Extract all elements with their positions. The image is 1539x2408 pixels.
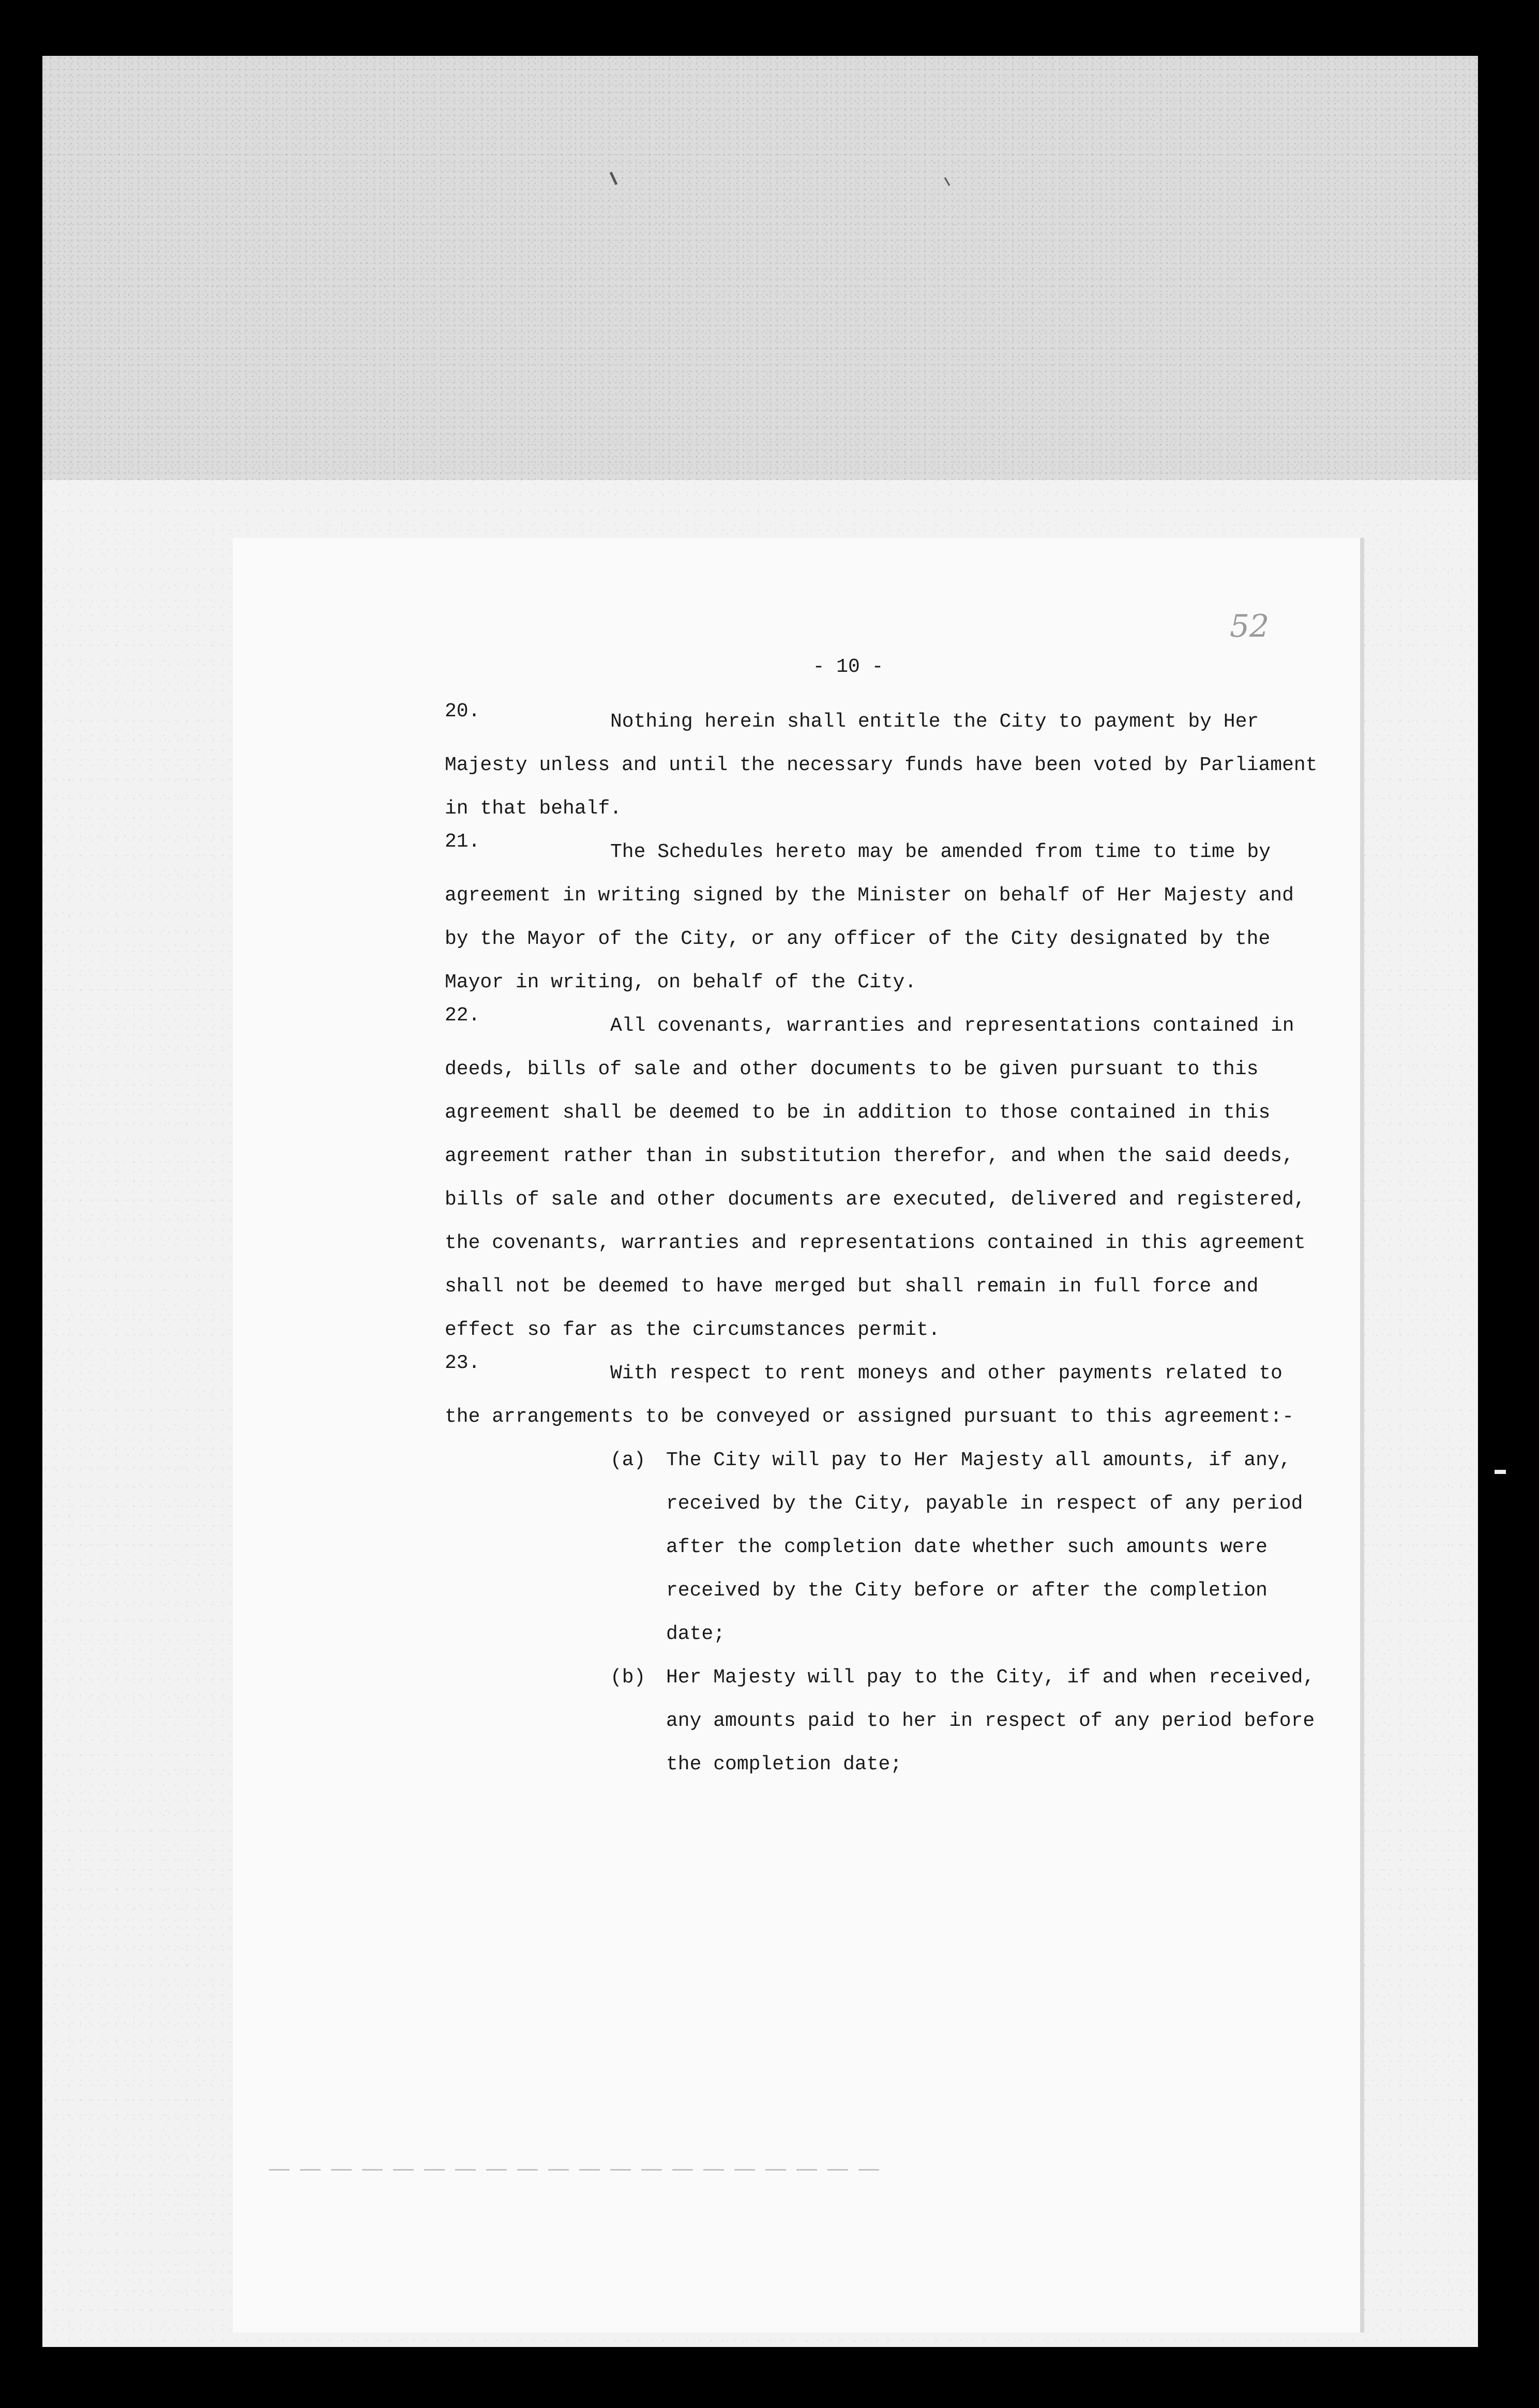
clause-22	[445, 1004, 1306, 1352]
clause-line: agreement in writing signed by the Minister on behalf of Her Majesty and	[445, 884, 1294, 907]
clause-number: 22.	[445, 1004, 480, 1027]
clause-line: agreement rather than in substitution therefor, and when the said deeds,	[445, 1145, 1294, 1167]
subclause-line: after the completion date whether such amounts were	[666, 1536, 1268, 1558]
subclause-line: received by the City before or after the completion	[666, 1579, 1268, 1602]
clause-line: Mayor in writing, on behalf of the City.	[445, 971, 917, 994]
subclause-line: Her Majesty will pay to the City, if and when received,	[666, 1666, 1315, 1689]
clause-line: the arrangements to be conveyed or assigned pursuant to this agreement:-	[445, 1406, 1294, 1428]
subclause-line: date;	[666, 1623, 726, 1645]
clause-23	[445, 1352, 1315, 1786]
scan-top-band	[42, 56, 1478, 480]
clause-line: the covenants, warranties and representations contained in this agreement	[445, 1232, 1306, 1254]
body-spacer	[445, 657, 1272, 700]
clause-line: deeds, bills of sale and other documents to be given pursuant to this	[445, 1058, 1259, 1080]
clause-line: bills of sale and other documents are executed, delivered and registered,	[445, 1188, 1306, 1211]
clause-line: by the Mayor of the City, or any officer of the City designated by the	[445, 928, 1271, 950]
page-number: - 10 -	[812, 656, 884, 678]
clause-20	[445, 700, 1318, 831]
subclause-b	[610, 1656, 1315, 1786]
scan-speck	[1495, 1470, 1506, 1474]
clause-line: All covenants, warranties and representations contained in	[610, 1015, 1294, 1037]
clause-line: agreement shall be deemed to be in addition to those contained in this	[445, 1102, 1271, 1124]
subclause-a	[610, 1439, 1303, 1656]
subclause-label: (b)	[610, 1666, 646, 1689]
document-body	[445, 657, 1318, 1786]
clause-number: 20.	[445, 700, 480, 723]
subclause-line: any amounts paid to her in respect of any period before	[666, 1710, 1315, 1732]
subclause-line: The City will pay to Her Majesty all amounts, if any,	[666, 1449, 1291, 1471]
scan-artifact-rule	[269, 2169, 889, 2171]
subclause-line: the completion date;	[666, 1753, 902, 1775]
subclause-label: (a)	[610, 1449, 646, 1471]
subclause-line: received by the City, payable in respect of any period	[666, 1493, 1303, 1515]
clause-line: With respect to rent moneys and other payments related to	[610, 1362, 1282, 1384]
clause-line: effect so far as the circumstances permit.	[445, 1319, 940, 1341]
clause-line: in that behalf.	[445, 797, 622, 820]
clause-number: 21.	[445, 831, 480, 853]
clause-line: Nothing herein shall entitle the City to payment by Her	[610, 711, 1259, 733]
clause-number: 23.	[445, 1352, 480, 1374]
clause-21	[445, 831, 1294, 1004]
folio-number: 52	[1230, 608, 1270, 644]
clause-line: The Schedules hereto may be amended from time to time by	[610, 841, 1271, 863]
clause-line: shall not be deemed to have merged but shall remain in full force and	[445, 1275, 1259, 1298]
clause-line: Majesty unless and until the necessary funds have been voted by Parliament	[445, 754, 1318, 776]
